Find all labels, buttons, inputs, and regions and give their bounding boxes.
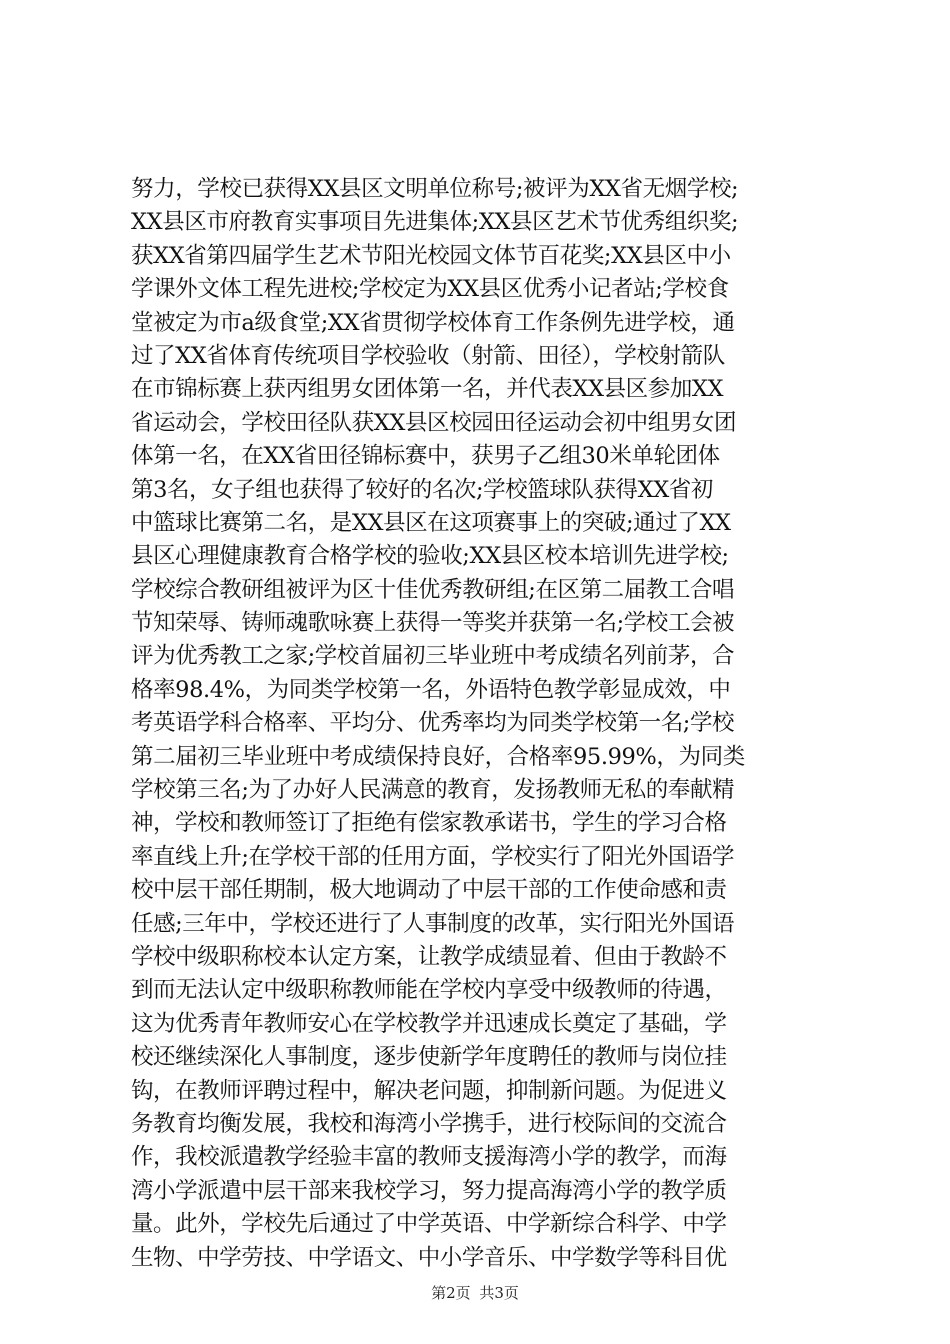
body-text xyxy=(131,173,831,1275)
text-line: 过了XX省体育传统项目学校验收（射箭、田径），学校射箭队 xyxy=(131,342,725,369)
text-line: 作，我校派遣教学经验丰富的教师支援海湾小学的教学，而海 xyxy=(131,1144,727,1171)
text-line: 学课外文体工程先进校;学校定为XX县区优秀小记者站;学校食 xyxy=(131,276,729,303)
page-footer xyxy=(0,1282,950,1303)
text-line: XX县区市府教育实事项目先进集体;XX县区艺术节优秀组织奖; xyxy=(131,209,739,236)
page-number: 第2页 xyxy=(431,1284,471,1302)
text-line: 湾小学派遣中层干部来我校学习，努力提高海湾小学的教学质 xyxy=(131,1177,727,1204)
text-line: 格率98.4%，为同类学校第一名，外语特色教学彰显成效，中 xyxy=(131,676,731,703)
text-line: 第3名，女子组也获得了较好的名次;学校篮球队获得XX省初 xyxy=(131,476,713,503)
text-line: 中篮球比赛第二名，是XX县区在这项赛事上的突破;通过了XX xyxy=(131,509,731,536)
text-line: 校中层干部任期制，极大地调动了中层干部的工作使命感和责 xyxy=(131,877,727,904)
text-line: 学校综合教研组被评为区十佳优秀教研组;在区第二届教工合唱 xyxy=(131,576,735,603)
text-line: 节知荣辱、铸师魂歌咏赛上获得一等奖并获第一名;学校工会被 xyxy=(131,610,735,637)
page-total: 共3页 xyxy=(479,1284,519,1302)
text-line: 任感;三年中，学校还进行了人事制度的改革，实行阳光外国语 xyxy=(131,910,735,937)
text-line: 学校第三名;为了办好人民满意的教育，发扬教师无私的奉献精 xyxy=(131,777,735,804)
text-line: 到而无法认定中级职称教师能在学校内享受中级教师的待遇， xyxy=(131,977,727,1004)
text-line: 堂被定为市a级食堂;XX省贯彻学校体育工作条例先进学校，通 xyxy=(131,309,735,336)
text-line: 钩，在教师评聘过程中，解决老问题，抑制新问题。为促进义 xyxy=(131,1077,727,1104)
text-line: 省运动会，学校田径队获XX县区校园田径运动会初中组男女团 xyxy=(131,409,737,436)
text-line: 务教育均衡发展，我校和海湾小学携手，进行校际间的交流合 xyxy=(131,1110,727,1137)
text-line: 量。此外，学校先后通过了中学英语、中学新综合科学、中学 xyxy=(131,1211,727,1238)
text-line: 第二届初三毕业班中考成绩保持良好，合格率95.99%，为同类 xyxy=(131,743,745,770)
text-line: 神，学校和教师签订了拒绝有偿家教承诺书，学生的学习合格 xyxy=(131,810,727,837)
text-line: 在市锦标赛上获丙组男女团体第一名，并代表XX县区参加XX xyxy=(131,376,724,403)
text-line: 这为优秀青年教师安心在学校教学并迅速成长奠定了基础，学 xyxy=(131,1010,727,1037)
text-line: 努力，学校已获得XX县区文明单位称号;被评为XX省无烟学校; xyxy=(131,176,739,202)
text-line: 评为优秀教工之家;学校首届初三毕业班中考成绩名列前茅，合 xyxy=(131,643,735,670)
text-line: 县区心理健康教育合格学校的验收;XX县区校本培训先进学校; xyxy=(131,543,729,570)
text-line: 率直线上升;在学校干部的任用方面，学校实行了阳光外国语学 xyxy=(131,843,735,870)
text-line: 生物、中学劳技、中学语文、中小学音乐、中学数学等科目优 xyxy=(131,1244,727,1271)
text-line: 体第一名，在XX省田径锦标赛中，获男子乙组30米单轮团体 xyxy=(131,443,720,470)
text-line: 考英语学科合格率、平均分、优秀率均为同类学校第一名;学校 xyxy=(131,710,735,737)
text-line: 校还继续深化人事制度，逐步使新学年度聘任的教师与岗位挂 xyxy=(131,1044,727,1071)
text-line: 学校中级职称校本认定方案，让教学成绩显着、但由于教龄不 xyxy=(131,943,727,970)
text-line: 获XX省第四届学生艺术节阳光校园文体节百花奖;XX县区中小 xyxy=(131,242,731,269)
